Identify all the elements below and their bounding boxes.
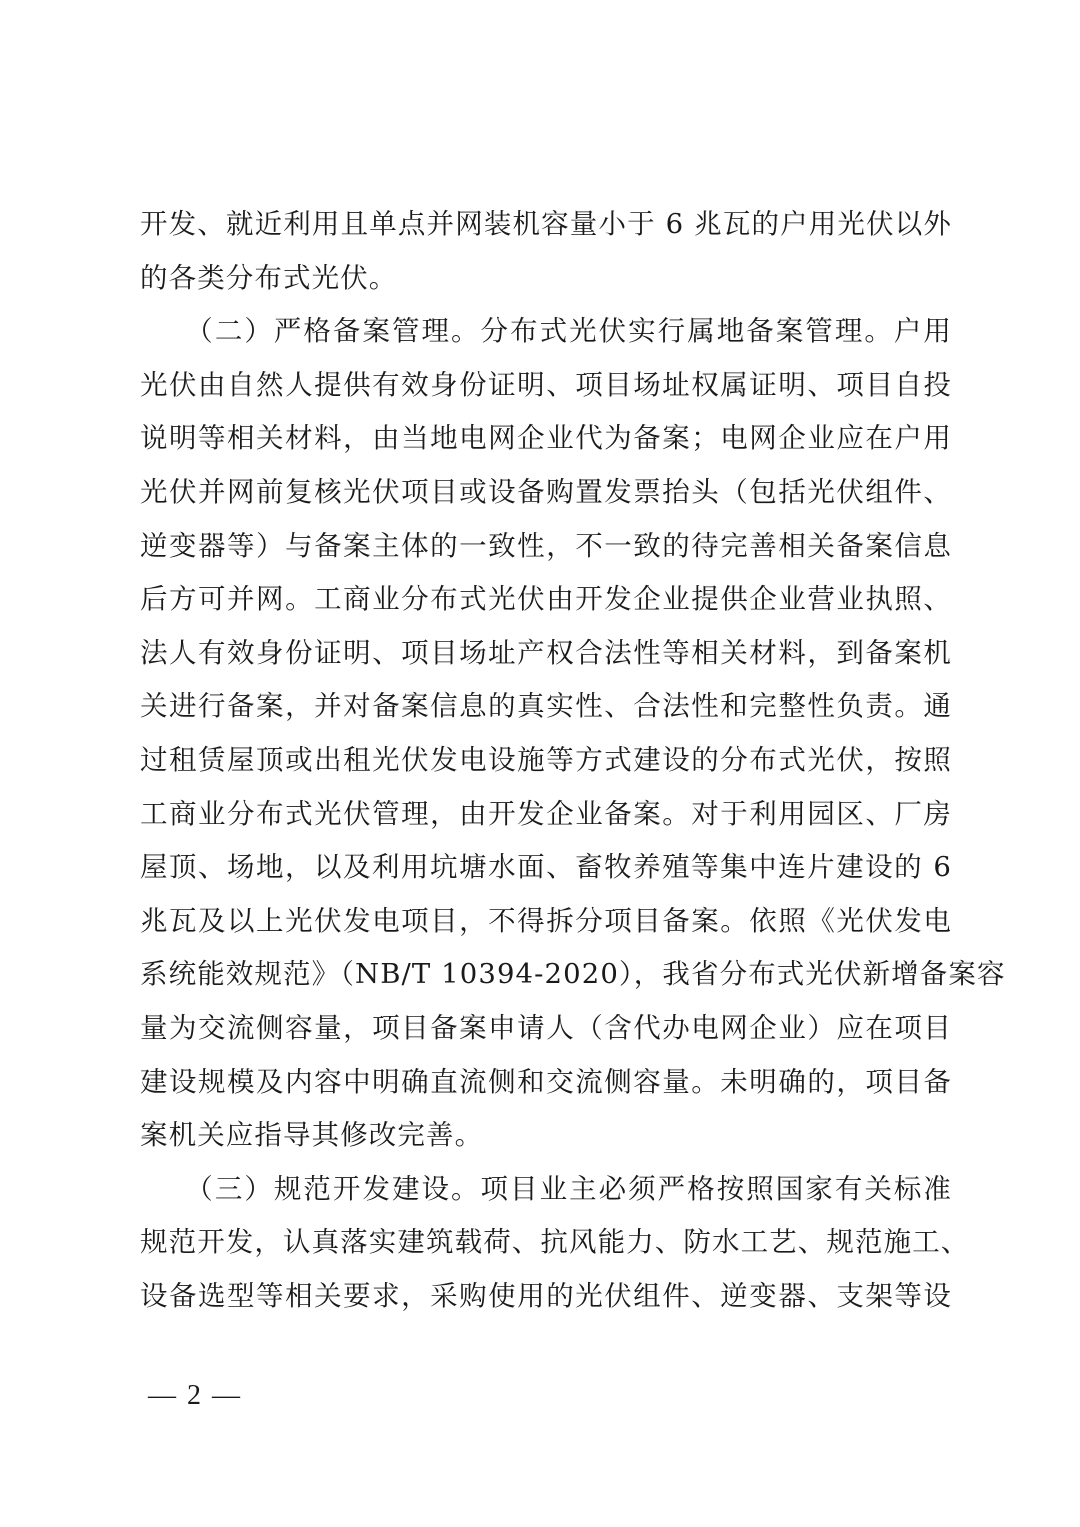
text-line: 兆瓦及以上光伏发电项目，不得拆分项目备案。依照《光伏发电 (140, 904, 952, 937)
text-line: 说明等相关材料，由当地电网企业代为备案；电网企业应在户用 (140, 422, 952, 455)
text-line: 光伏并网前复核光伏项目或设备购置发票抬头（包括光伏组件、 (140, 475, 952, 508)
section-heading-line: （二）严格备案管理。分布式光伏实行属地备案管理。户用 (140, 315, 952, 348)
text-line: 屋顶、场地，以及利用坑塘水面、畜牧养殖等集中连片建设的 6 (140, 851, 952, 884)
paragraph-section-2-filing-management (140, 305, 1006, 1163)
text-line: 法人有效身份证明、项目场址产权合法性等相关材料，到备案机 (140, 636, 952, 669)
text-line: 后方可并网。工商业分布式光伏由开发企业提供企业营业执照、 (140, 583, 952, 616)
section-heading-line: （三）规范开发建设。项目业主必须严格按照国家有关标准 (140, 1172, 952, 1205)
text-line: 系统能效规范》（NB/T 10394-2020），我省分布式光伏新增备案容 (140, 958, 1006, 991)
page-number: — 2 — (148, 1380, 242, 1411)
text-line: 关进行备案，并对备案信息的真实性、合法性和完整性负责。通 (140, 690, 952, 723)
text-line: 建设规模及内容中明确直流侧和交流侧容量。未明确的，项目备 (140, 1065, 952, 1098)
text-line: 过租赁屋顶或出租光伏发电设施等方式建设的分布式光伏，按照 (140, 743, 952, 776)
paragraph-continuation (140, 198, 952, 305)
text-line: 案机关应指导其修改完善。 (140, 1119, 484, 1152)
paragraph-section-3-development-construction (140, 1163, 970, 1324)
text-line: 工商业分布式光伏管理，由开发企业备案。对于利用园区、厂房 (140, 797, 952, 830)
text-line: 量为交流侧容量，项目备案申请人（含代办电网企业）应在项目 (140, 1011, 952, 1044)
text-line: 设备选型等相关要求，采购使用的光伏组件、逆变器、支架等设 (140, 1279, 952, 1312)
text-line: 光伏由自然人提供有效身份证明、项目场址权属证明、项目自投 (140, 368, 952, 401)
document-body (140, 198, 1006, 1323)
text-line: 逆变器等）与备案主体的一致性，不一致的待完善相关备案信息 (140, 529, 952, 562)
text-line: 规范开发，认真落实建筑载荷、抗风能力、防水工艺、规范施工、 (140, 1226, 970, 1259)
text-line: 开发、就近利用且单点并网装机容量小于 6 兆瓦的户用光伏以外 (140, 208, 952, 240)
text-line: 的各类分布式光伏。 (140, 261, 398, 294)
